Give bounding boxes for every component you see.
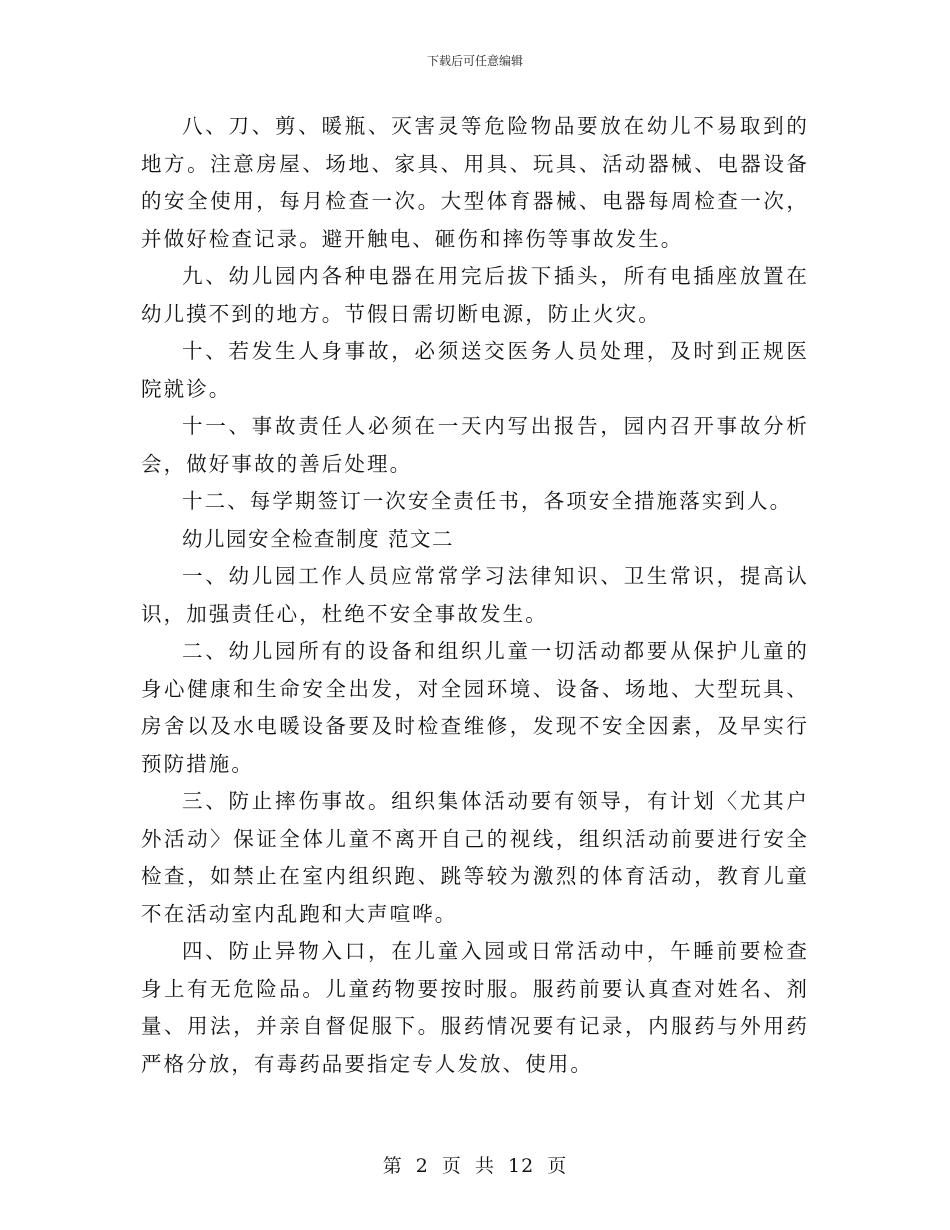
paragraph-item-3: 三、防止摔伤事故。组织集体活动要有领导，有计划〈尤其户外活动〉保证全体儿童不离开自己的视线，组织活动前要进行安全检查，如禁止在室内组织跑、跳等较为激烈的体育活动，教育儿童不在活动室内乱跑和大声喧哗。 (141, 789, 809, 926)
paragraph-item-12: 十二、每学期签订一次安全责任书，各项安全措施落实到人。 (182, 489, 793, 513)
page-header: 下载后可任意编辑 (426, 54, 523, 68)
document-body (141, 108, 809, 1083)
paragraph-item-8: 八、刀、剪、暖瓶、灭害灵等危险物品要放在幼儿不易取到的地方。注意房屋、场地、家具、用具、玩具、活动器械、电器设备的安全使用，每月检查一次。大型体育器械、电器每周检查一次，并做好检查记录。避开触电、砸伤和摔伤等事故发生。 (141, 114, 809, 251)
paragraph-item-1: 一、幼儿园工作人员应常常学习法律知识、卫生常识，提高认识，加强责任心，杜绝不安全事故发生。 (141, 564, 809, 626)
section-title: 幼儿园安全检查制度 范文二 (182, 526, 455, 551)
paragraph-item-2: 二、幼儿园所有的设备和组织儿童一切活动都要从保护儿童的身心健康和生命安全出发，对全园环境、设备、场地、大型玩具、房舍以及水电暖设备要及时检查维修，发现不安全因素，及早实行预防措施。 (141, 639, 809, 776)
paragraph-item-11: 十一、事故责任人必须在一天内写出报告，园内召开事故分析会，做好事故的善后处理。 (141, 414, 809, 476)
page-number: 第 2 页 共 12 页 (382, 1155, 568, 1177)
paragraph-item-9: 九、幼儿园内各种电器在用完后拔下插头，所有电插座放置在幼儿摸不到的地方。节假日需切断电源，防止火灾。 (141, 264, 809, 326)
paragraph-item-4: 四、防止异物入口，在儿童入园或日常活动中，午睡前要检查身上有无危险品。儿童药物要按时服。服药前要认真查对姓名、剂量、用法，并亲自督促服下。服药情况要有记录，内服药与外用药严格分放，有毒药品要指定专人发放、使用。 (141, 939, 809, 1076)
paragraph-item-10: 十、若发生人身事故，必须送交医务人员处理，及时到正规医院就诊。 (141, 339, 809, 401)
